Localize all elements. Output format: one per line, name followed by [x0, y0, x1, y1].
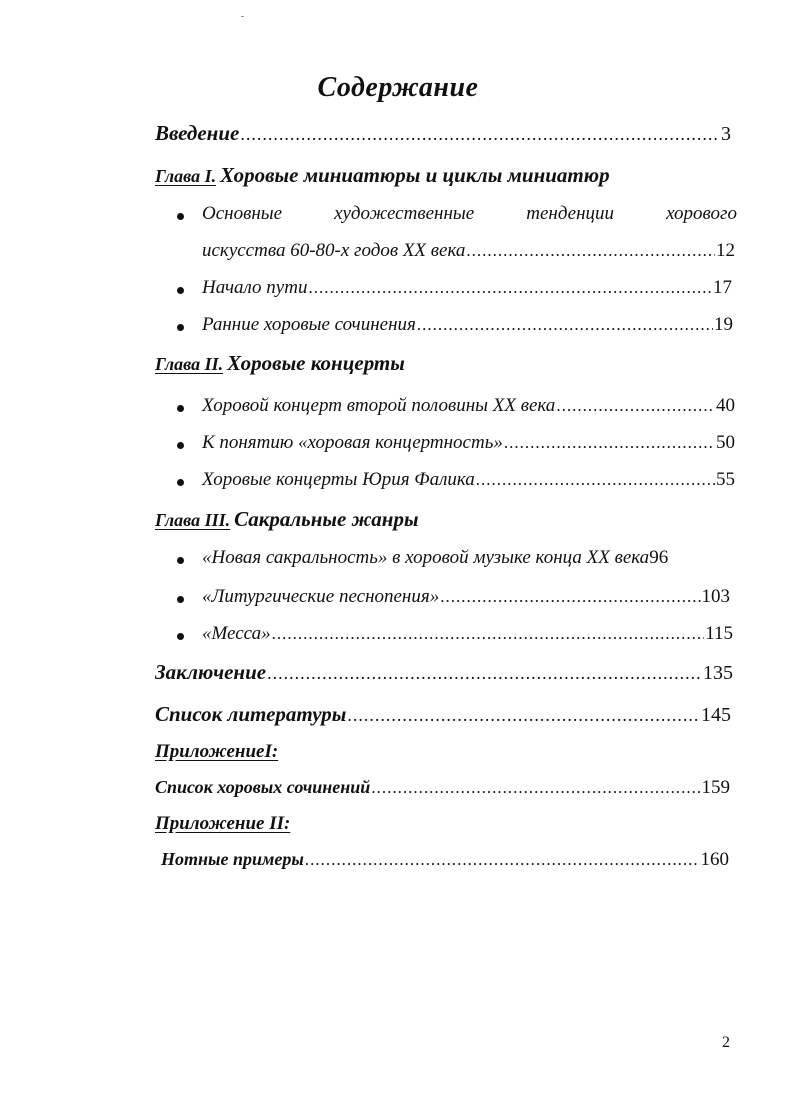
toc-entry-ch1-2: [202, 277, 732, 299]
word: хорового: [666, 203, 737, 224]
word: тенденции: [526, 203, 615, 224]
chapter-heading-3: [155, 507, 419, 532]
toc-page-number: 3: [721, 123, 731, 145]
bullet-icon: [177, 633, 184, 640]
toc-entry-ch3-1: [202, 547, 737, 569]
toc-page-number: 159: [701, 777, 730, 798]
toc-entry-conclusion: [155, 660, 733, 685]
bullet-icon: [177, 479, 184, 486]
bullet-icon: [177, 442, 184, 449]
chapter-number: Глава III.: [155, 510, 231, 530]
bullet-icon: [177, 596, 184, 603]
toc-entry-ch2-2: [202, 432, 735, 454]
dot-leader: [308, 278, 712, 298]
toc-entry-ch1-3: [202, 314, 733, 336]
toc-entry-label: «Новая сакральность» в хоровой музыке конца XX века: [202, 547, 650, 568]
chapter-number: Глава II.: [155, 354, 224, 374]
toc-page-number: 12: [716, 240, 735, 261]
toc-entry-label: Список хоровых сочинений: [155, 777, 371, 797]
toc-entry-label: Ранние хоровые сочинения: [202, 314, 416, 335]
dot-leader: [267, 663, 702, 684]
toc-entry-ch2-3: [202, 469, 735, 491]
bullet-icon: [177, 324, 184, 331]
dot-leader: [371, 778, 700, 798]
toc-entry-ch1-1-line2: [202, 240, 735, 262]
dot-leader: [466, 241, 715, 261]
page-number: 2: [722, 1034, 730, 1051]
scan-speck: [241, 16, 244, 17]
dot-leader: [417, 315, 713, 335]
toc-page-number: 96: [649, 547, 669, 568]
toc-entry-appendix2: [161, 849, 729, 871]
chapter-title: Хоровые миниатюры и циклы миниатюр: [220, 163, 610, 187]
toc-entry-label: Хоровой концерт второй половины XX века: [202, 395, 556, 416]
toc-entry-ch3-3: [202, 623, 733, 645]
toc-page-number: 55: [716, 469, 735, 490]
chapter-title: Сакральные жанры: [234, 507, 419, 531]
dot-leader: [305, 850, 700, 870]
toc-entry-ch3-2: [202, 586, 730, 608]
word: художественные: [334, 203, 475, 224]
toc-entry-label: Нотные примеры: [161, 849, 304, 869]
toc-entry-ch1-1-line1: [202, 203, 737, 225]
chapter-heading-2: [155, 351, 405, 376]
dot-leader: [347, 705, 700, 726]
toc-entry-intro: [155, 121, 731, 146]
chapter-number: Глава I.: [155, 166, 217, 186]
toc-entry-label: Хоровые концерты Юрия Фалика: [202, 469, 475, 490]
toc-page-number: 19: [714, 314, 733, 335]
toc-page-number: 145: [701, 704, 731, 726]
dot-leader: [240, 124, 720, 145]
toc-entry-label: «Месса»: [202, 623, 271, 644]
toc-entry-label: Список литературы: [155, 702, 347, 726]
toc-entry-bibliography: [155, 702, 731, 727]
word: Основные: [202, 203, 283, 224]
appendix-heading-2: Приложение II:: [155, 813, 291, 834]
toc-entry-label: искусства 60-80-х годов XX века: [202, 240, 466, 261]
dot-leader: [476, 470, 715, 490]
bullet-icon: [177, 213, 184, 220]
appendix-heading-1: ПриложениеI:: [155, 741, 279, 762]
toc-entry-label: Заключение: [155, 660, 267, 684]
toc-page-number: 50: [716, 432, 735, 453]
toc-page-number: 160: [700, 849, 729, 870]
toc-page-number: 115: [705, 623, 733, 644]
toc-entry-label: Начало пути: [202, 277, 308, 298]
toc-entry-appendix1: [155, 777, 730, 799]
chapter-title: Хоровые концерты: [227, 351, 405, 375]
bullet-icon: [177, 287, 184, 294]
dot-leader: [272, 624, 705, 644]
toc-entry-label: К понятию «хоровая концертность»: [202, 432, 503, 453]
toc-entry-ch2-1: [202, 395, 735, 417]
toc-entry-label: «Литургические песнопения»: [202, 586, 440, 607]
toc-entry-label: Введение: [155, 121, 240, 145]
dot-leader: [440, 587, 700, 607]
toc-page-number: 40: [716, 395, 735, 416]
toc-page-number: 17: [713, 277, 732, 298]
chapter-heading-1: [155, 163, 610, 188]
bullet-icon: [177, 405, 184, 412]
dot-leader: [556, 396, 715, 416]
toc-page-number: 135: [703, 662, 733, 684]
bullet-icon: [177, 557, 184, 564]
toc-page-number: 103: [701, 586, 730, 607]
dot-leader: [504, 433, 715, 453]
page-title: Содержание: [317, 72, 479, 103]
